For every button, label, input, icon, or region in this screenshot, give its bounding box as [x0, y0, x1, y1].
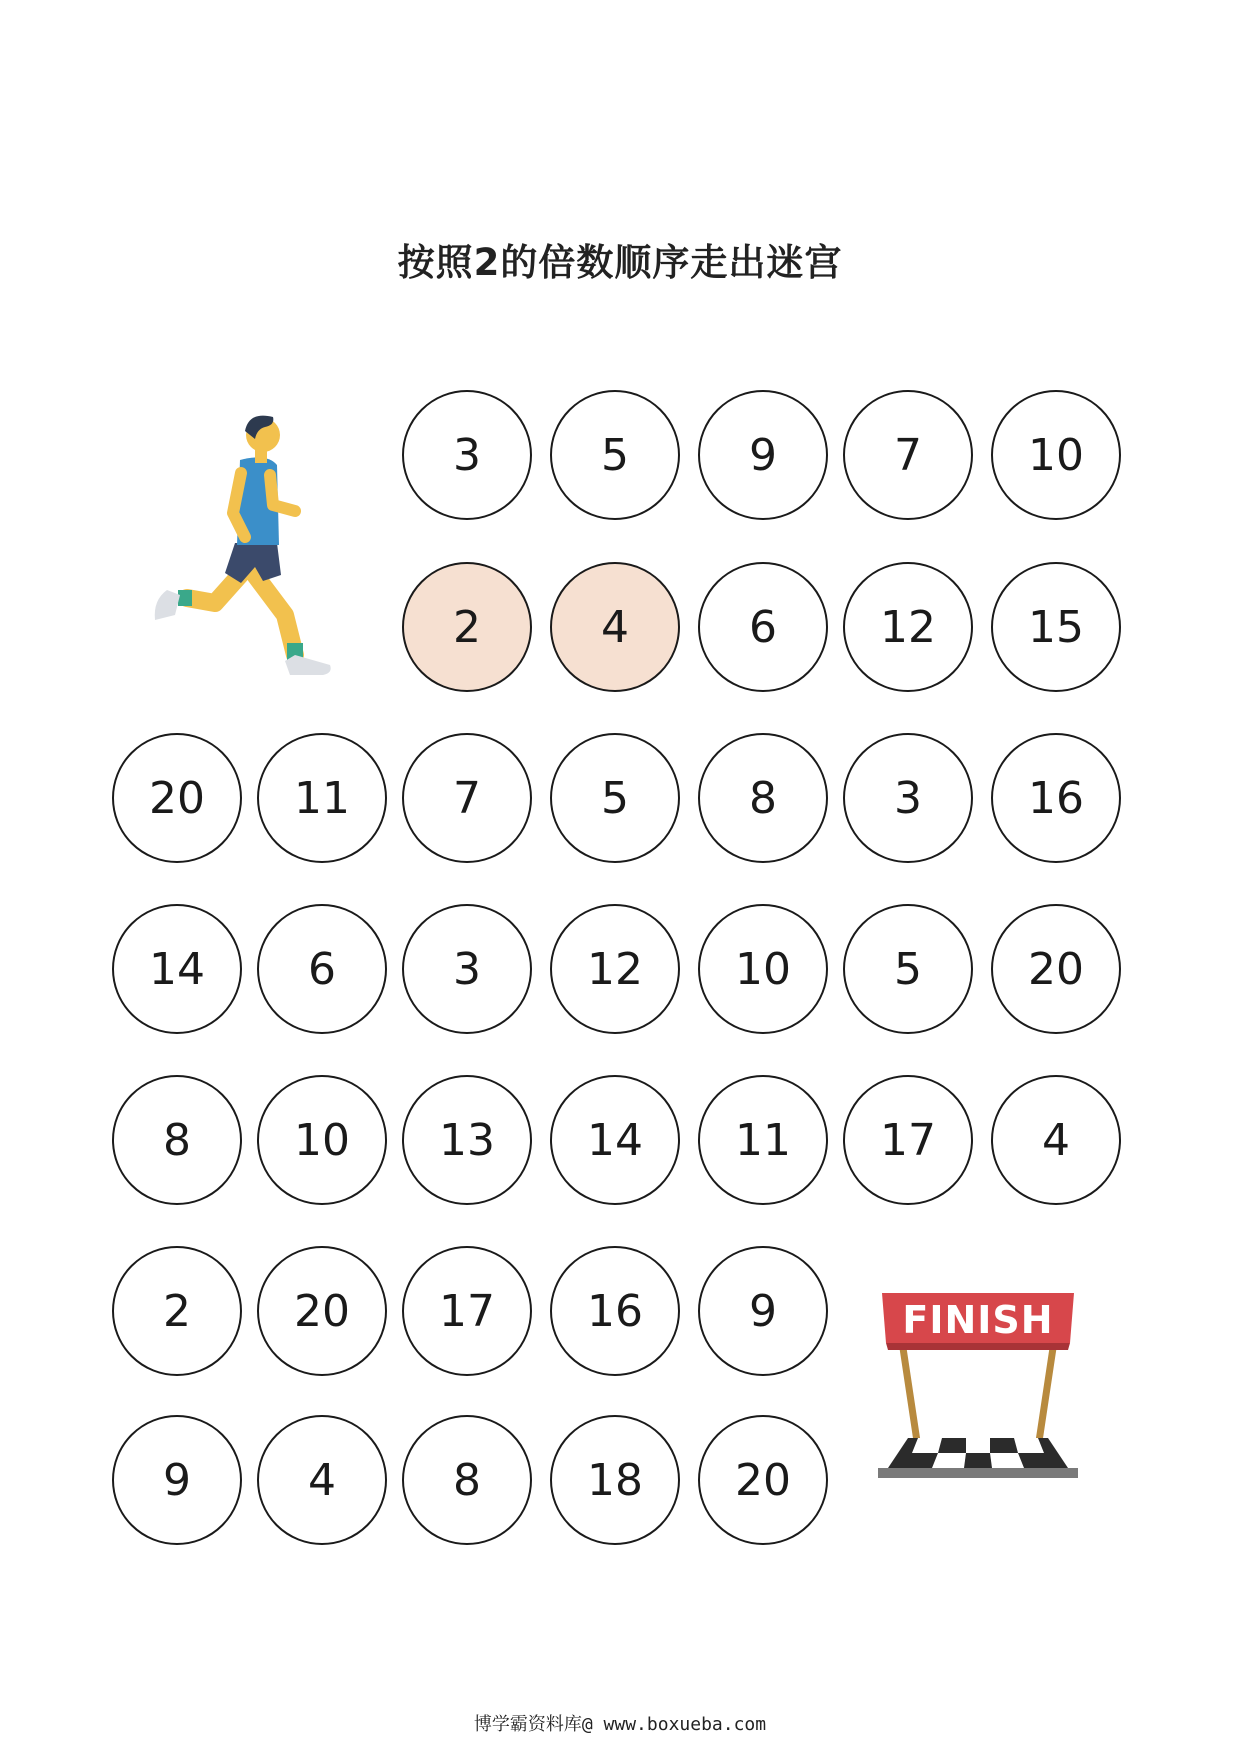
maze-cell[interactable]: 12 [843, 562, 973, 692]
finish-gate [878, 1288, 1078, 1483]
maze-cell[interactable]: 5 [550, 390, 680, 520]
maze-cell[interactable]: 8 [698, 733, 828, 863]
maze-cell[interactable]: 11 [698, 1075, 828, 1205]
maze-cell[interactable]: 9 [698, 390, 828, 520]
maze-cell[interactable]: 14 [112, 904, 242, 1034]
maze-cell[interactable]: 14 [550, 1075, 680, 1205]
maze-cell[interactable]: 8 [112, 1075, 242, 1205]
maze-cell[interactable]: 20 [112, 733, 242, 863]
maze-cell[interactable]: 3 [843, 733, 973, 863]
maze-cell[interactable]: 4 [257, 1415, 387, 1545]
maze-cell[interactable]: 2 [402, 562, 532, 692]
page-title: 按照2的倍数顺序走出迷宫 [397, 241, 843, 284]
maze-cell[interactable]: 10 [991, 390, 1121, 520]
maze-cell[interactable]: 4 [550, 562, 680, 692]
maze-cell[interactable]: 20 [698, 1415, 828, 1545]
finish-label: FINISH [902, 1298, 1054, 1342]
maze-cell[interactable]: 6 [698, 562, 828, 692]
maze-cell[interactable]: 7 [843, 390, 973, 520]
maze-cell[interactable]: 6 [257, 904, 387, 1034]
maze-cell[interactable]: 5 [843, 904, 973, 1034]
maze-cell[interactable]: 10 [698, 904, 828, 1034]
maze-cell[interactable]: 17 [402, 1246, 532, 1376]
maze-cell[interactable]: 2 [112, 1246, 242, 1376]
maze-cell[interactable]: 5 [550, 733, 680, 863]
maze-cell[interactable]: 3 [402, 390, 532, 520]
maze-cell[interactable]: 4 [991, 1075, 1121, 1205]
maze-cell[interactable]: 8 [402, 1415, 532, 1545]
maze-cell[interactable]: 9 [698, 1246, 828, 1376]
maze-cell[interactable]: 9 [112, 1415, 242, 1545]
maze-cell[interactable]: 18 [550, 1415, 680, 1545]
maze-cell[interactable]: 12 [550, 904, 680, 1034]
maze-cell[interactable]: 10 [257, 1075, 387, 1205]
maze-cell[interactable]: 16 [550, 1246, 680, 1376]
maze-cell[interactable]: 15 [991, 562, 1121, 692]
maze-cell[interactable]: 11 [257, 733, 387, 863]
footer-text: 博学霸资料库@ www.boxueba.com [473, 1714, 767, 1735]
maze-cell[interactable]: 20 [257, 1246, 387, 1376]
maze-cell[interactable]: 20 [991, 904, 1121, 1034]
maze-cell[interactable]: 16 [991, 733, 1121, 863]
maze-cell[interactable]: 13 [402, 1075, 532, 1205]
maze-cell[interactable]: 17 [843, 1075, 973, 1205]
maze-cell[interactable]: 7 [402, 733, 532, 863]
maze-cell[interactable]: 3 [402, 904, 532, 1034]
